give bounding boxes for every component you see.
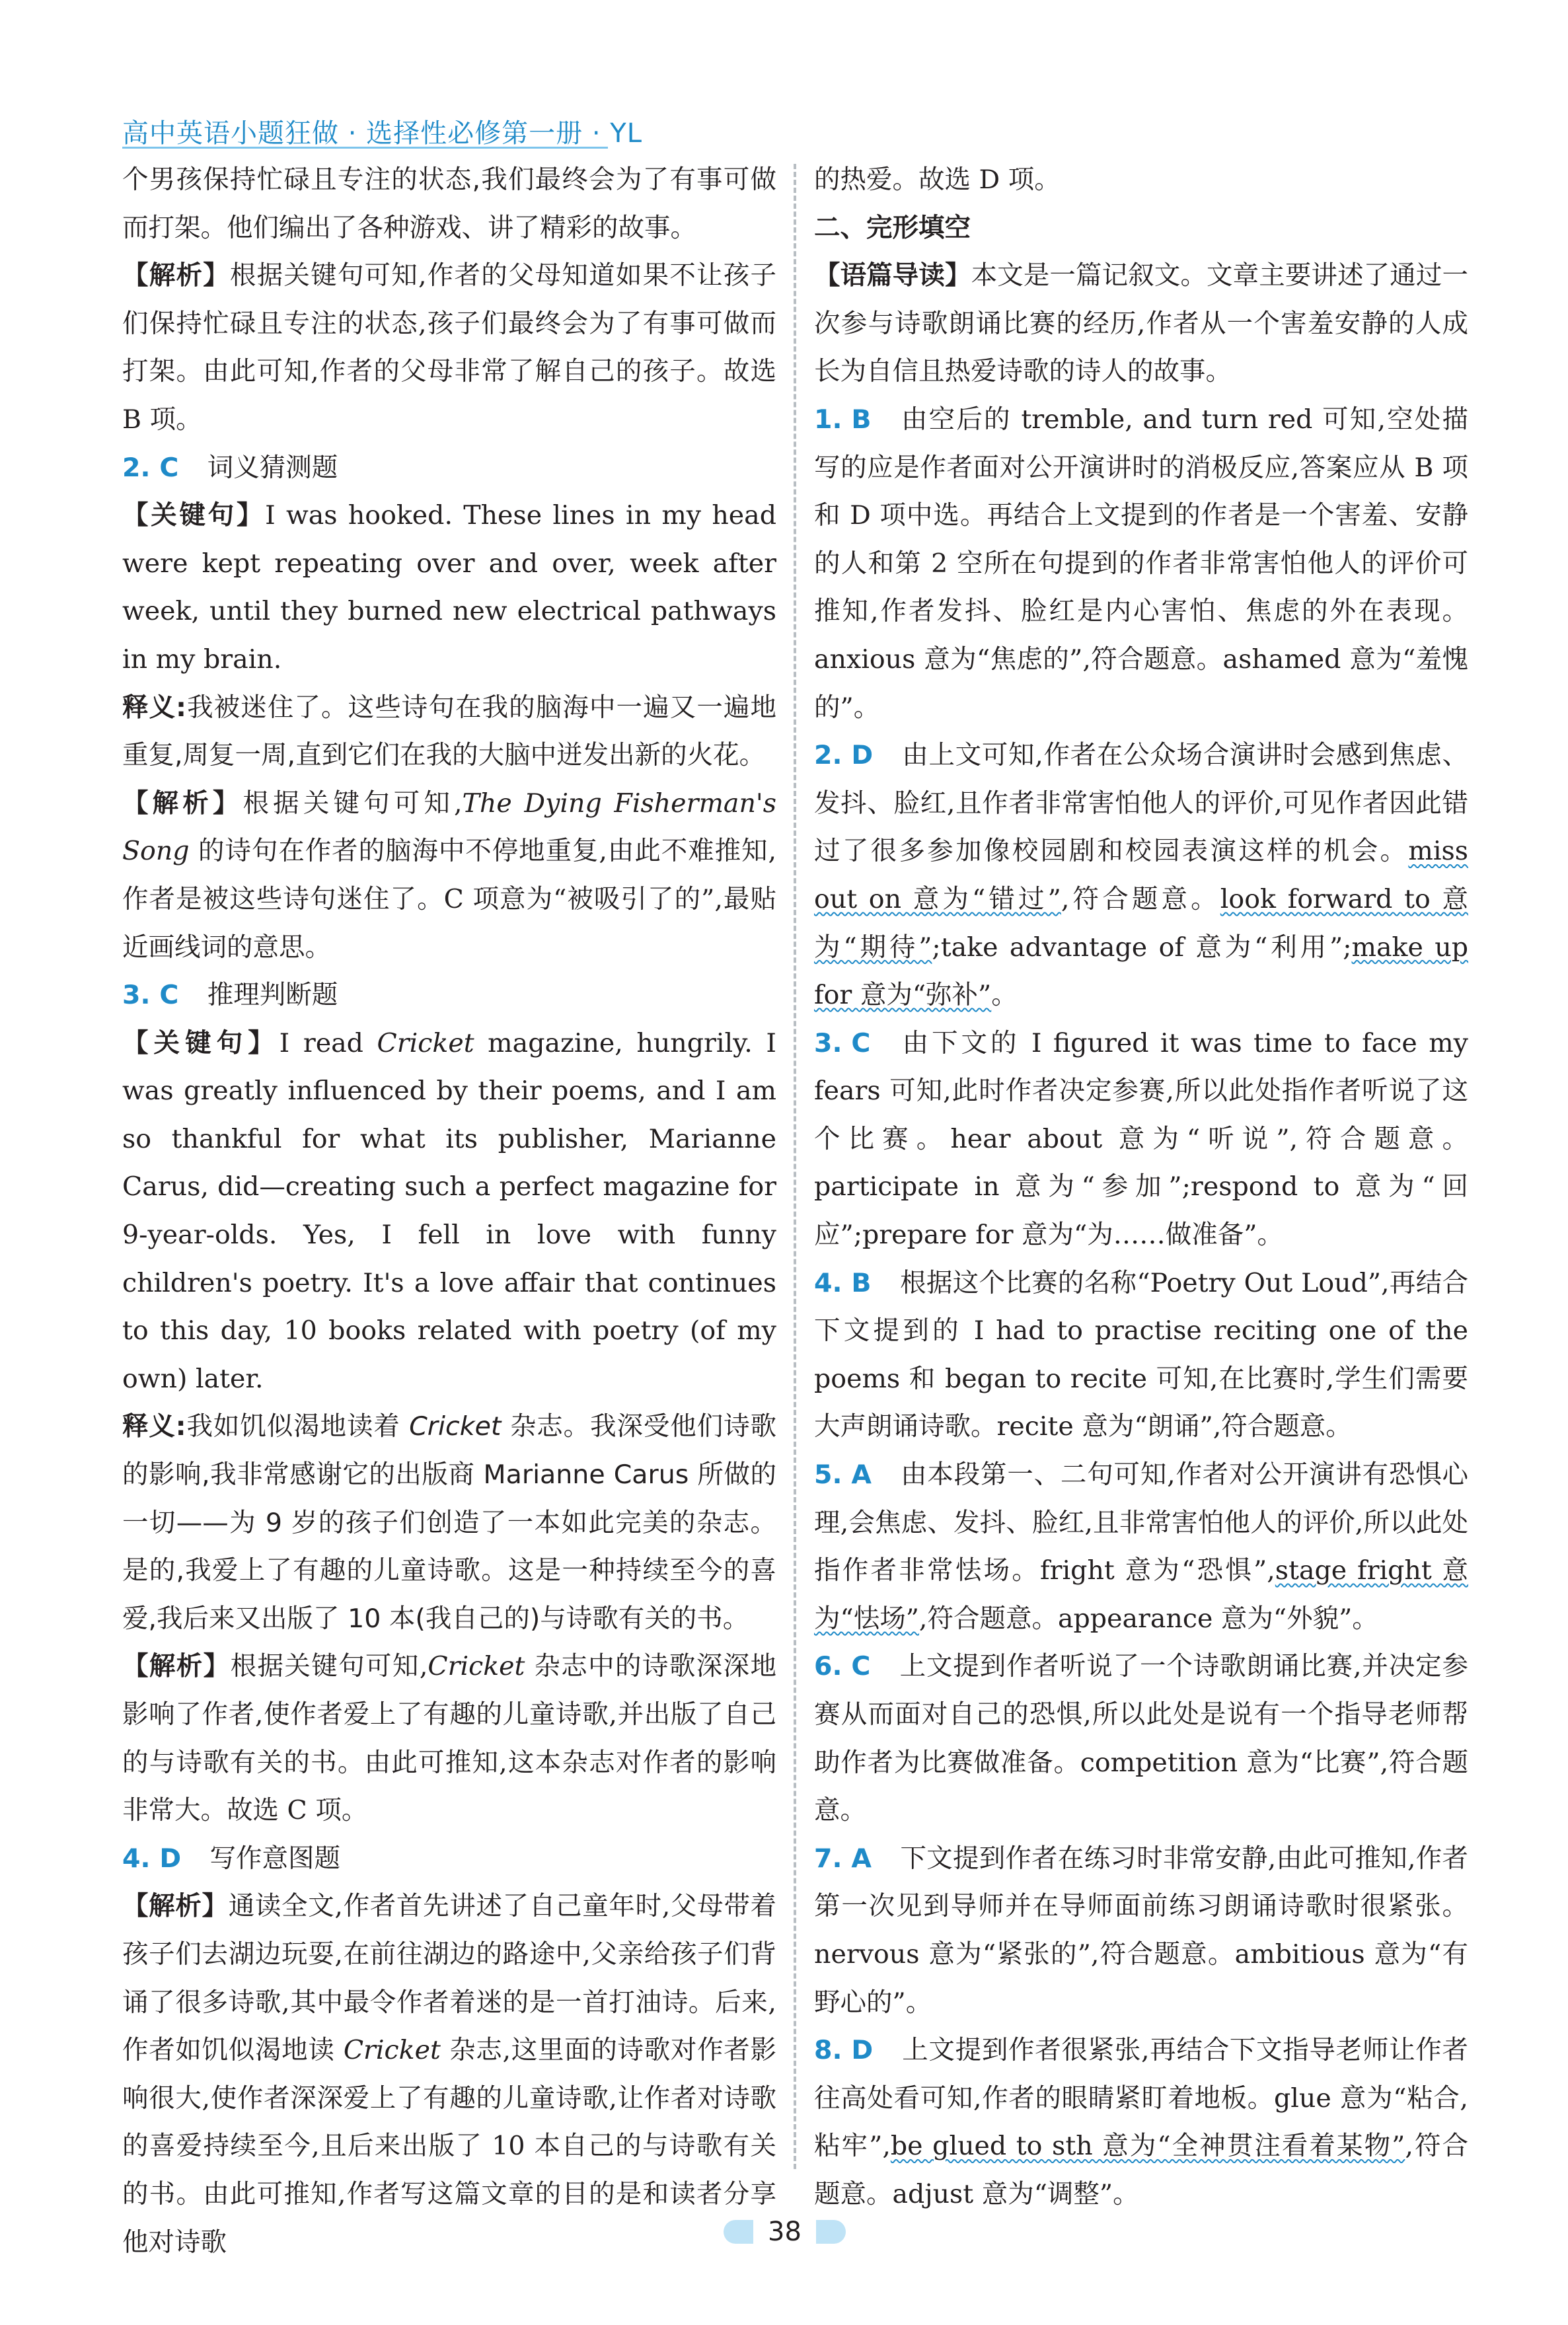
q2-meaning (122, 684, 776, 780)
item-text: 由本段第一、二句可知,作者对公开演讲有恐惧心理,会焦虑、发抖、脸红,且非常害怕他人的评价,所以此处指作者非常怯场。fright 意为“恐惧”, (814, 1459, 1468, 1586)
analysis-tag: 【解析】 (122, 1891, 229, 1922)
q3-key-sentence (122, 1019, 776, 1403)
key-sentence-text: magazine, hungrily. I was greatly influenced by their poems, and I am so thankful for what its publisher, Marianne Carus, did—creating such a perfect magazine for 9-year-olds. Yes, I fell in love with funny children's poetry. It's a love affair that continues to this day, 10 books related with poetry (of my own) later. (122, 1027, 776, 1394)
key-sentence-text: I read (279, 1027, 377, 1058)
song-title: The Dying Fisherman's Song (122, 788, 777, 867)
answer-letter: D (851, 740, 874, 771)
question-number: 4. (122, 1843, 151, 1874)
answer-letter: A (851, 1459, 872, 1491)
item-number: 7. (814, 1843, 842, 1874)
item-text: ,符合题意。appearance 意为“外貌”。 (918, 1603, 1378, 1634)
meaning-text: 我被迷住了。这些诗句在我的脑海中一遍又一遍地重复,周复一周,直到它们在我的大脑中迸发出新的火花。 (122, 692, 777, 771)
answer-letter: D (851, 2035, 874, 2066)
q3-heading (122, 971, 776, 1019)
item-number: 1. (814, 404, 842, 435)
item-number: 3. (814, 1027, 842, 1058)
cloze-item-1 (814, 396, 1468, 731)
item-text: 根据这个比赛的名称“Poetry Out Loud”,再结合下文提到的 I had to practise reciting one of the poems 和 began to recite 可知,在比赛时,学生们需要大声朗诵诗歌。recite 意为“朗诵”,符合题意。 (814, 1267, 1468, 1442)
answer-letter: B (851, 404, 872, 435)
item-text: 。 (991, 980, 1018, 1011)
analysis-text: 杂志中的诗歌深深地影响了作者,使作者爱上了有趣的儿童诗歌,并出版了自己的与诗歌有关的书。由此可推知,这本杂志对作者的影响非常大。故选 C 项。 (122, 1651, 777, 1826)
magazine-title: Cricket (428, 1651, 525, 1682)
key-tag: 【关键句】 (122, 500, 266, 531)
analysis-text: 根据关键句可知, (243, 788, 463, 819)
q1-analysis (122, 252, 776, 443)
cloze-item-2 (814, 731, 1468, 1019)
analysis-text: 根据关键句可知,作者的父母知道如果不让孩子们保持忙碌且专注的状态,孩子们最终会为了有事可做而打架。由此可知,作者的父母非常了解自己的孩子。故选 B 项。 (122, 260, 776, 435)
item-number: 5. (814, 1459, 842, 1491)
question-number: 3. (122, 980, 151, 1011)
item-number: 4. (814, 1267, 842, 1298)
analysis-tag: 【解析】 (122, 1651, 231, 1682)
item-text: ,符合题意。 (1061, 883, 1220, 914)
analysis-text: 根据关键句可知, (230, 1651, 428, 1682)
meaning-text: 我如饥似渴地读着 (186, 1411, 410, 1442)
item-number: 6. (814, 1651, 842, 1682)
wavy-phrase: be glued to sth 意为“全神贯注看着某物” (890, 2131, 1405, 2162)
wavy-phrase: stage fright 意为“怯场” (814, 1555, 1469, 1634)
answer-letter: D (159, 1843, 182, 1874)
q2-analysis (122, 780, 776, 971)
wavy-phrase: make up for 意为“弥补” (814, 932, 1468, 1011)
continuation-text: 的热爱。故选 D 项。 (814, 165, 1061, 195)
cloze-item-6 (814, 1642, 1468, 1834)
q2-key-sentence (122, 492, 776, 683)
item-text: 由上文可知,作者在公众场合演讲时会感到焦虑、发抖、脸红,且作者非常害怕他人的评价,可见作者因此错过了很多参加像校园剧和校园表演这样的机会。 (814, 740, 1468, 867)
analysis-tag: 【解析】 (122, 788, 243, 819)
right-column (814, 156, 1468, 2219)
item-number: 8. (814, 2035, 842, 2066)
cloze-item-5 (814, 1451, 1468, 1642)
answer-letter: C (159, 452, 179, 483)
header-rule (122, 147, 608, 149)
meaning-text: 杂志。我深受他们诗歌的影响,我非常感谢它的出版商 Marianne Carus 所做的一切——为 9 岁的孩子们创造了一本如此完美的杂志。是的,我爱上了有趣的儿童诗歌。这是一种持续至今的喜爱,我后来又出版了 10 本(我自己的)与诗歌有关的书。 (122, 1411, 777, 1634)
item-number: 2. (814, 740, 842, 771)
magazine-title: Cricket (343, 2035, 441, 2066)
item-text: ;take advantage of 意为“利用”; (932, 932, 1352, 963)
guide-text: 本文是一篇记叙文。文章主要讲述了通过一次参与诗歌朗诵比赛的经历,作者从一个害羞安静的人成长为自信且热爱诗歌的诗人的故事。 (814, 260, 1469, 387)
analysis-text: 杂志,这里面的诗歌对作者影响很大,使作者深深爱上了有趣的儿童诗歌,让作者对诗歌的喜爱持续至今,且后来出版了 10 本自己的与诗歌有关的书。由此可推知,作者写这篇文章的目的是和读者分享他对诗歌 (122, 2035, 776, 2258)
item-text: 上文提到作者听说了一个诗歌朗诵比赛,并决定参赛从而面对自己的恐惧,所以此处是说有一个指导老师帮助作者为比赛做准备。competition 意为“比赛”,符合题意。 (814, 1651, 1468, 1826)
answer-letter: B (851, 1267, 872, 1298)
q4-analysis (122, 1882, 776, 2266)
question-type: 词义猜测题 (207, 452, 338, 483)
intro-paragraph: 个男孩保持忙碌且专注的状态,我们最终会为了有事可做而打架。他们编出了各种游戏、讲了精彩的故事。 (122, 165, 776, 243)
answer-letter: C (159, 980, 179, 1011)
analysis-text: 通读全文,作者首先讲述了自己童年时,父母带着孩子们去湖边玩耍,在前往湖边的路途中,父亲给孩子们背诵了很多诗歌,其中最令作者着迷的是一首打油诗。后来,作者如饥似渴地读 (122, 1891, 776, 2066)
key-sentence-text: I was hooked. These lines in my head were kept repeating over and over, week after week, until they burned new electrical pathways in my brain. (122, 500, 777, 675)
cloze-item-7 (814, 1835, 1468, 2026)
item-text: 下文提到作者在练习时非常安静,由此可推知,作者第一次见到导师并在导师面前练习朗诵诗歌时很紧张。nervous 意为“紧张的”,符合题意。ambitious 意为“有野心的”。 (814, 1843, 1468, 2018)
item-text: 上文提到作者很紧张,再结合下文指导老师让作者往高处看可知,作者的眼睛紧盯着地板。glue 意为“粘合,粘牢”, (814, 2035, 1468, 2162)
guide-tag: 【语篇导读】 (814, 260, 971, 291)
answer-letter: A (851, 1843, 872, 1874)
cloze-item-8 (814, 2026, 1468, 2218)
magazine-title: Cricket (409, 1411, 502, 1442)
column-divider (794, 164, 796, 2169)
meaning-tag: 释义: (122, 692, 186, 723)
cloze-item-3 (814, 1019, 1468, 1259)
section-title: 二、完形填空 (814, 212, 971, 243)
answer-letter: C (851, 1651, 871, 1682)
wavy-phrase: miss out on 意为“错过” (814, 836, 1468, 914)
item-text: 由下文的 I figured it was time to face my fears 可知,此时作者决定参赛,所以此处指作者听说了这个比赛。hear about 意为“听说”,符合题意。participate in 意为“参加”;respond to 意为“回应”;prepare for 意为“为……做准备”。 (814, 1027, 1468, 1251)
q4-heading (122, 1835, 776, 1883)
key-tag: 【关键句】 (122, 1027, 280, 1058)
analysis-tag: 【解析】 (122, 260, 230, 291)
q3-meaning (122, 1403, 776, 1642)
q2-heading (122, 444, 776, 492)
left-column (122, 156, 776, 2266)
passage-guide (814, 252, 1468, 396)
item-text: 由空后的 tremble, and turn red 可知,空处描写的应是作者面对公开演讲时的消极反应,答案应从 B 项和 D 项中选。再结合上文提到的作者是一个害羞、安静的人和第 2 空所在句提到的作者非常害怕他人的评价可推知,作者发抖、脸红是内心害怕、焦虑的外在表现。anxious 意为“焦虑的”,符合题意。ashamed 意为“羞愧的”。 (814, 404, 1468, 723)
page-number: 38 (753, 2213, 816, 2251)
question-number: 2. (122, 452, 151, 483)
cloze-item-4 (814, 1259, 1468, 1451)
magazine-title: Cricket (377, 1027, 474, 1058)
running-header: 高中英语小题狂做 · 选择性必修第一册 · YL (122, 118, 643, 149)
wavy-phrase: look forward to 意为“期待” (814, 883, 1468, 963)
question-type: 写作意图题 (209, 1843, 341, 1874)
q3-analysis (122, 1642, 776, 1834)
question-type: 推理判断题 (207, 980, 338, 1011)
item-text: ,符合题意。adjust 意为“调整”。 (814, 2131, 1469, 2209)
meaning-tag: 释义: (122, 1411, 186, 1442)
answer-letter: C (851, 1027, 871, 1058)
analysis-text: 的诗句在作者的脑海中不停地重复,由此不难推知,作者是被这些诗句迷住了。C 项意为“被吸引了的”,最贴近画线词的意思。 (122, 836, 776, 963)
